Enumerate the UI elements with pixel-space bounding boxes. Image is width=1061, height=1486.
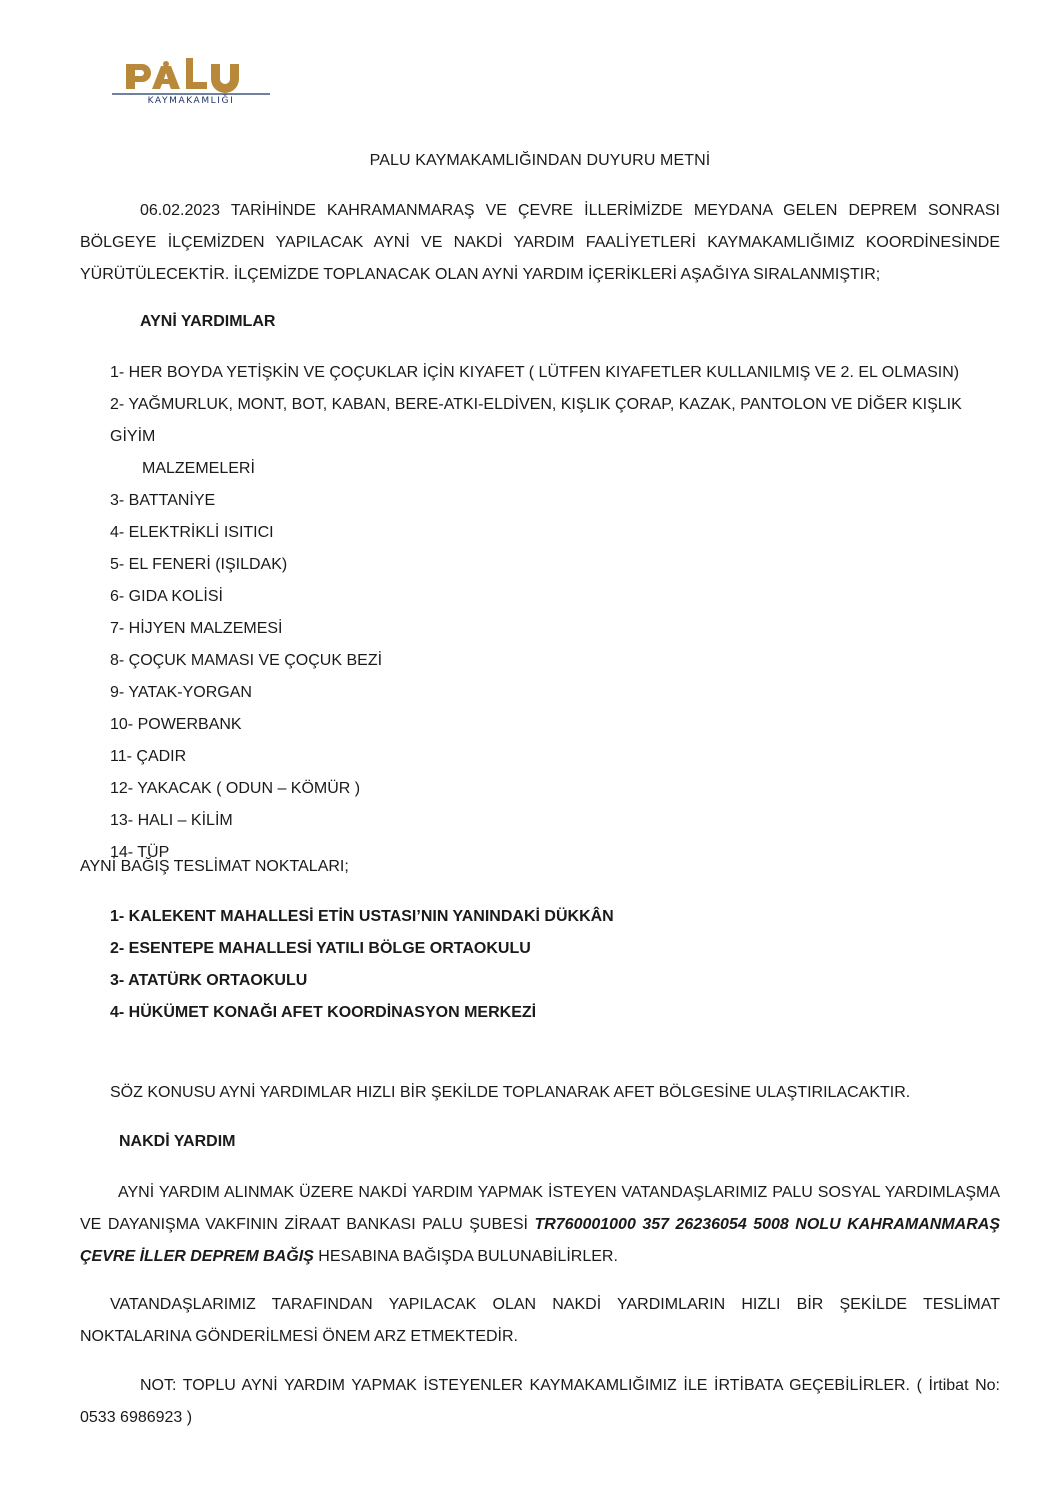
- note-paragraph: NOT: TOPLU AYNİ YARDIM YAPMAK İSTEYENLER KAYMAKAMLIĞIMIZ İLE İRTİBATA GEÇEBİLİRLER. ( İrtibat No: 0533 6986923 ): [80, 1377, 1000, 1426]
- list-item: 4- HÜKÜMET KONAĞI AFET KOORDİNASYON MERKEZİ: [110, 1004, 537, 1021]
- nakdi-text: AYNİ YARDIM ALINMAK ÜZERE NAKDİ YARDIM YAPMAK İSTEYEN VATANDAŞLARIMIZ PALU SOSYAL YARDIMLAŞMA VE DAYANIŞMA VAKFININ ZİRAAT BANKASI PALU ŞUBESİ: [80, 1184, 1000, 1233]
- delivery-points-list: [110, 901, 1010, 1029]
- list-item: 6- GIDA KOLİSİ: [110, 588, 223, 605]
- logo-subtitle: KAYMAKAMLIĞI: [147, 96, 235, 104]
- list-item: 2- YAĞMURLUK, MONT, BOT, KABAN, BERE-ATKI-ELDİVEN, KIŞLIK ÇORAP, KAZAK, PANTOLON VE DİĞER KIŞLIK GİYİM: [110, 396, 962, 445]
- list-item: 12- YAKACAK ( ODUN – KÖMÜR ): [110, 780, 361, 797]
- list-item: 4- ELEKTRİKLİ ISITICI: [110, 524, 274, 541]
- summary-text: SÖZ KONUSU AYNİ YARDIMLAR HIZLI BİR ŞEKİLDE TOPLANARAK AFET BÖLGESİNE ULAŞTIRILACAKTIR.: [110, 1084, 911, 1101]
- list-item: 7- HİJYEN MALZEMESİ: [110, 620, 283, 637]
- list-item-continuation: MALZEMELERİ: [142, 460, 255, 477]
- list-item: 3- ATATÜRK ORTAOKULU: [110, 972, 308, 989]
- list-item: 2- ESENTEPE MAHALLESİ YATILI BÖLGE ORTAOKULU: [110, 940, 531, 957]
- nakdi-heading: NAKDİ YARDIM: [119, 1133, 236, 1150]
- delivery-heading: AYNİ BAĞIŞ TESLİMAT NOKTALARI;: [80, 858, 349, 875]
- list-item: 8- ÇOÇUK MAMASI VE ÇOÇUK BEZİ: [110, 652, 383, 669]
- list-item: 9- YATAK-YORGAN: [110, 684, 252, 701]
- list-item: 3- BATTANİYE: [110, 492, 216, 509]
- list-item: 10- POWERBANK: [110, 716, 242, 733]
- intro-paragraph: 06.02.2023 TARİHİNDE KAHRAMANMARAŞ VE ÇEVRE İLLERİMİZDE MEYDANA GELEN DEPREM SONRASI BÖLGEYE İLÇEMİZDEN YAPILACAK AYNİ VE NAKDİ YARDIM FAALİYETLERİ KAYMAKAMLIĞIMIZ KOORDİNESİNDE YÜRÜTÜLECEKTİR. İLÇEMİZDE TOPLANACAK OLAN AYNİ YARDIM İÇERİKLERİ AŞAĞIYA SIRALANMIŞTIR;: [80, 202, 1000, 283]
- list-item: 1- HER BOYDA YETİŞKİN VE ÇOÇUKLAR İÇİN KIYAFET ( LÜTFEN KIYAFETLER KULLANILMIŞ VE 2. EL OLMASIN): [110, 364, 960, 381]
- list-item: 5- EL FENERİ (IŞILDAK): [110, 556, 288, 573]
- list-item: 14- TÜP: [110, 844, 170, 861]
- ayni-heading: AYNİ YARDIMLAR: [140, 313, 276, 330]
- nakdi-paragraph: [80, 1177, 1000, 1273]
- list-item: 13- HALI – KİLİM: [110, 812, 233, 829]
- closing-paragraph: VATANDAŞLARIMIZ TARAFINDAN YAPILACAK OLAN NAKDİ YARDIMLARIN HIZLI BİR ŞEKİLDE TESLİMAT NOKTALARINA GÖNDERİLMESİ ÖNEM ARZ ETMEKTEDİR.: [80, 1296, 1000, 1345]
- list-item: 1- KALEKENT MAHALLESİ ETİN USTASI’NIN YANINDAKİ DÜKKÂN: [110, 908, 614, 925]
- nakdi-text-end: HESABINA BAĞIŞDA BULUNABİLİRLER.: [313, 1248, 618, 1265]
- list-item: [110, 453, 1010, 485]
- list-item: 11- ÇADIR: [110, 748, 187, 765]
- palu-logo: [110, 58, 272, 104]
- ayni-items-list: [110, 357, 1010, 869]
- bank-account-text: TR760001000 357 26236054 5008 NOLU KAHRAMANMARAŞ ÇEVRE İLLER DEPREM BAĞIŞ: [80, 1216, 1000, 1265]
- document-title: PALU KAYMAKAMLIĞINDAN DUYURU METNİ: [369, 152, 711, 169]
